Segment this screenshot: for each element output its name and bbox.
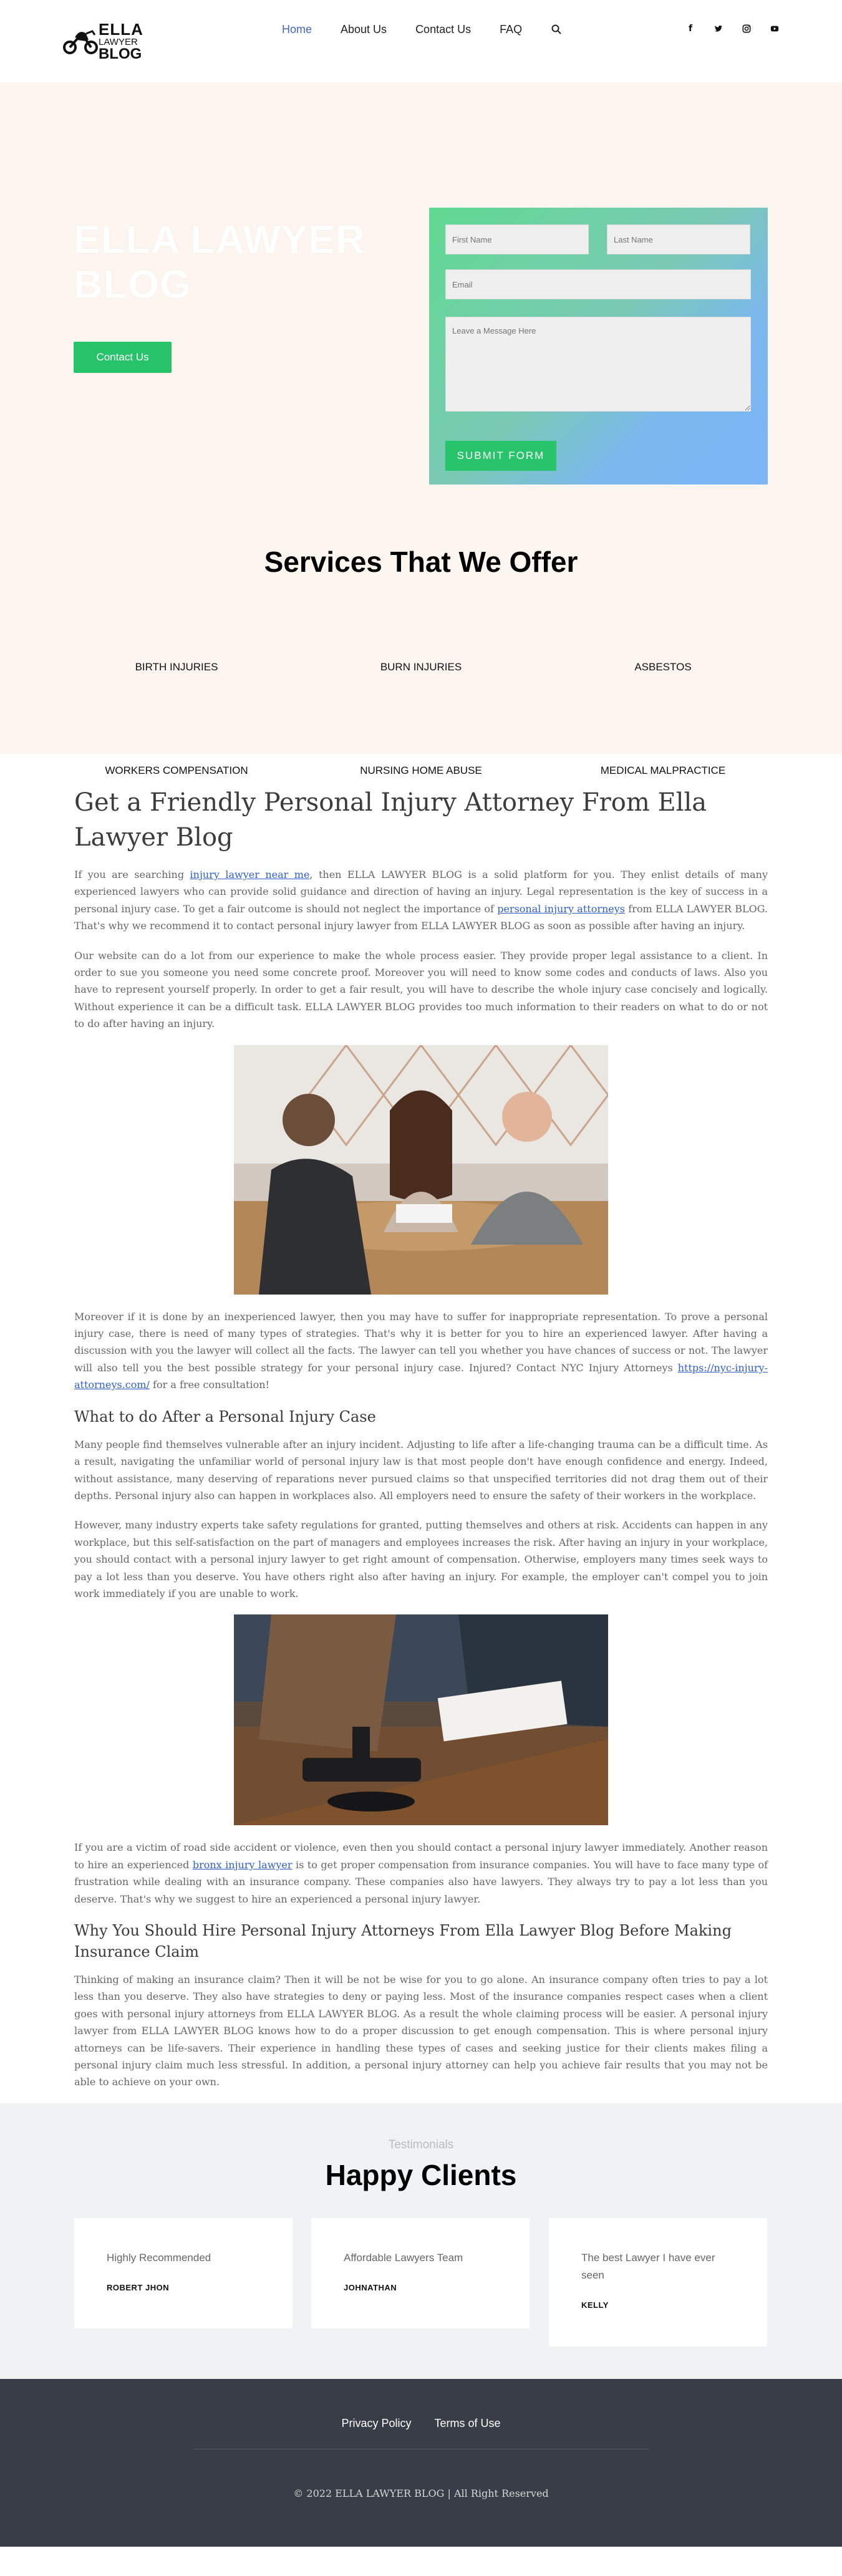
testimonial-author: ROBERT JHON — [107, 2282, 170, 2292]
testimonial-card — [311, 2218, 530, 2328]
article-subheading: Why You Should Hire Personal Injury Attorneys From Ella Lawyer Blog Before Making Insurance Claim — [74, 1921, 732, 1961]
submit-form-button[interactable]: SUBMIT FORM — [445, 441, 556, 471]
article-paragraph: Our website can do a lot from our experience to make the whole process easier. They provide proper legal assistance to a client. In order to sue you someone you need some concrete proof. Moreover you will need to know some codes and conducts of laws. Also you have to represent yourself properly. In order to get a fair result, you will have to describe the whole injury case concisely and logically. Without experience it can be a difficult task. ELLA LAWYER BLOG provides too much information to their readers on what to do or not to do after having an injury. — [74, 949, 768, 1030]
service-nursing-home-abuse[interactable]: NURSING HOME ABUSE — [360, 765, 482, 776]
hero-title-line-1: ELLA LAWYER — [74, 217, 365, 262]
email-input[interactable] — [445, 269, 751, 299]
site-footer — [0, 2379, 842, 2547]
service-workers-compensation[interactable]: WORKERS COMPENSATION — [105, 765, 248, 776]
first-name-input[interactable] — [445, 224, 589, 254]
logo-line-1: ELLA — [99, 19, 143, 39]
instagram-icon[interactable] — [740, 22, 753, 35]
search-icon[interactable] — [551, 24, 562, 35]
personal-injury-attorneys-link[interactable]: personal injury attorneys — [497, 902, 626, 915]
article-paragraph: Moreover if it is done by an inexperienced lawyer, then you may have to suffer for inappropriate representation. To prove a personal injury case, there is need of many types of strategies. That's why it is better for you to hire an experienced lawyer. After having a discussion with you the lawyer will collect all the facts. The lawyer can tell you whether you have chances of success or not. The lawyer will also tell you the best possible strategy for your personal injury case. Injured? Contact NYC Injury Attorneys https://nyc-injury-attorneys.com/ for a free consultation! — [74, 1310, 768, 1391]
testimonials-section — [0, 2103, 842, 2379]
article-paragraph: Thinking of making an insurance claim? Then it will be not be wise for you to go alone. An insurance company often tries to pay a lot less than you deserve. They also have strategies to deny or paying less. Most of the insurance companies respect cases when a client goes with personal injury attorneys from ELLA LAWYER BLOG. As a result the whole claiming process will be easier. A personal injury lawyer from ELLA LAWYER BLOG knows how to do a proper discussion to get enough compensation. This is where personal injury attorneys can be life-savers. Their experience in handling these types of cases and seeking justice for their clients makes filing a personal injury claim much less stressful. In addition, a personal injury attorney can help you achieve fair results that you may not be able to achieve on your own. — [74, 1973, 768, 2088]
testimonial-card — [74, 2218, 293, 2328]
social-links — [684, 22, 781, 35]
terms-of-use-link[interactable]: Terms of Use — [434, 2416, 501, 2429]
main-nav — [282, 19, 562, 40]
nav-faq[interactable]: FAQ — [500, 22, 523, 36]
services-title: Services That We Offer — [264, 546, 578, 578]
nav-contact-us[interactable]: Contact Us — [415, 22, 472, 36]
nyc-injury-attorneys-link[interactable]: https://nyc-injury-attorneys.com/ — [74, 1361, 768, 1391]
article-paragraph: If you are a victim of road side accident or violence, even then you should contact a personal injury lawyer immediately. Another reason to hire an experienced bronx injury lawyer is to get proper compensation from insurance companies. You will have to face many type of frustration while dealing with an insurance company. These companies also have lawyers. They always try to pay a lot less than you deserve. That's why we suggest to hire an experienced a personal injury lawyer. — [74, 1841, 768, 1905]
testimonial-quote: Highly Recommended — [107, 2251, 211, 2264]
motorcycle-logo-icon — [61, 26, 102, 56]
testimonial-quote: The best Lawyer I have ever seen — [581, 2251, 715, 2281]
article-paragraph: Many people find themselves vulnerable after an injury incident. Adjusting to life after a life-changing trauma can be a difficult time. As a result, navigating the unfamiliar world of personal injury law is that most people don't have enough confidence and energy. Indeed, without assistance, many deserving of reparations never pursued claims so that unspecified territories did not drag them out of their depths. Personal injury also can happen in workplaces also. All employers need to ensure the safety of their workers in the workplace. — [74, 1438, 768, 1502]
youtube-icon[interactable] — [768, 22, 781, 35]
copyright-text: © 2022 ELLA LAWYER BLOG | All Right Reserved — [293, 2487, 549, 2499]
last-name-input[interactable] — [607, 224, 750, 254]
hero-contact-button[interactable]: Contact Us — [74, 342, 172, 373]
article-heading: Get a Friendly Personal Injury Attorney From Ella Lawyer Blog — [74, 788, 707, 852]
hero-title — [74, 217, 365, 307]
service-birth-injuries[interactable]: BIRTH INJURIES — [135, 661, 218, 673]
nav-about-us[interactable]: About Us — [341, 22, 387, 36]
service-asbestos[interactable]: ASBESTOS — [634, 661, 692, 673]
article-paragraph: However, many industry experts take safety regulations for granted, putting themselves and others at risk. Accidents can happen in any workplace, but this self-satisfaction on the part of managers and employees increases the risk. After having an injury in your workplace, you should contact with a personal injury lawyer to get right amount of compensation. Otherwise, employers many times seek ways to pay a lot less than you deserve. You have others right also after having an injury. For example, the employer can't compel you to join work immediately if you are unable to work. — [74, 1519, 768, 1599]
logo-line-2: LAWYER — [99, 36, 138, 47]
bronx-injury-lawyer-link[interactable]: bronx injury lawyer — [192, 1858, 293, 1871]
privacy-policy-link[interactable]: Privacy Policy — [341, 2416, 412, 2429]
article-paragraph: If you are searching injury lawyer near me, then ELLA LAWYER BLOG is a solid platform for you. They enlist details of many experienced lawyers who can provide solid guidance and direction of having an injury. Legal representation is the key of success in a personal injury case. To get a fair outcome is should not neglect the importance of personal injury attorneys from ELLA LAWYER BLOG. That's why we recommend it to contact personal injury lawyer from ELLA LAWYER BLOG as soon as possible after having an injury. — [74, 869, 768, 932]
testimonial-author: KELLY — [581, 2300, 609, 2310]
hero-section — [0, 82, 842, 776]
testimonials-title: Happy Clients — [325, 2158, 517, 2191]
testimonials-subtitle: Testimonials — [388, 2138, 454, 2151]
nav-home[interactable]: Home — [282, 22, 312, 36]
footer-links — [0, 2417, 842, 2430]
injury-lawyer-near-me-link[interactable]: injury lawyer near me — [190, 869, 310, 880]
testimonial-quote: Affordable Lawyers Team — [344, 2251, 463, 2264]
article — [0, 754, 842, 2091]
contact-form — [429, 208, 768, 485]
service-burn-injuries[interactable]: BURN INJURIES — [380, 661, 462, 673]
meeting-photo — [234, 1045, 608, 1295]
twitter-icon[interactable] — [712, 22, 725, 35]
hero-title-line-2: BLOG — [74, 262, 191, 307]
gavel-photo — [234, 1614, 608, 1825]
facebook-icon[interactable]: f — [688, 24, 693, 34]
service-medical-malpractice[interactable]: MEDICAL MALPRACTICE — [600, 765, 726, 776]
testimonial-card — [549, 2218, 767, 2347]
testimonial-author: JOHNATHAN — [344, 2282, 397, 2292]
logo-line-3: BLOG — [99, 45, 142, 62]
site-logo[interactable] — [61, 17, 155, 65]
article-subheading: What to do After a Personal Injury Case — [74, 1407, 376, 1425]
site-header — [0, 0, 842, 82]
message-textarea[interactable] — [445, 317, 751, 412]
